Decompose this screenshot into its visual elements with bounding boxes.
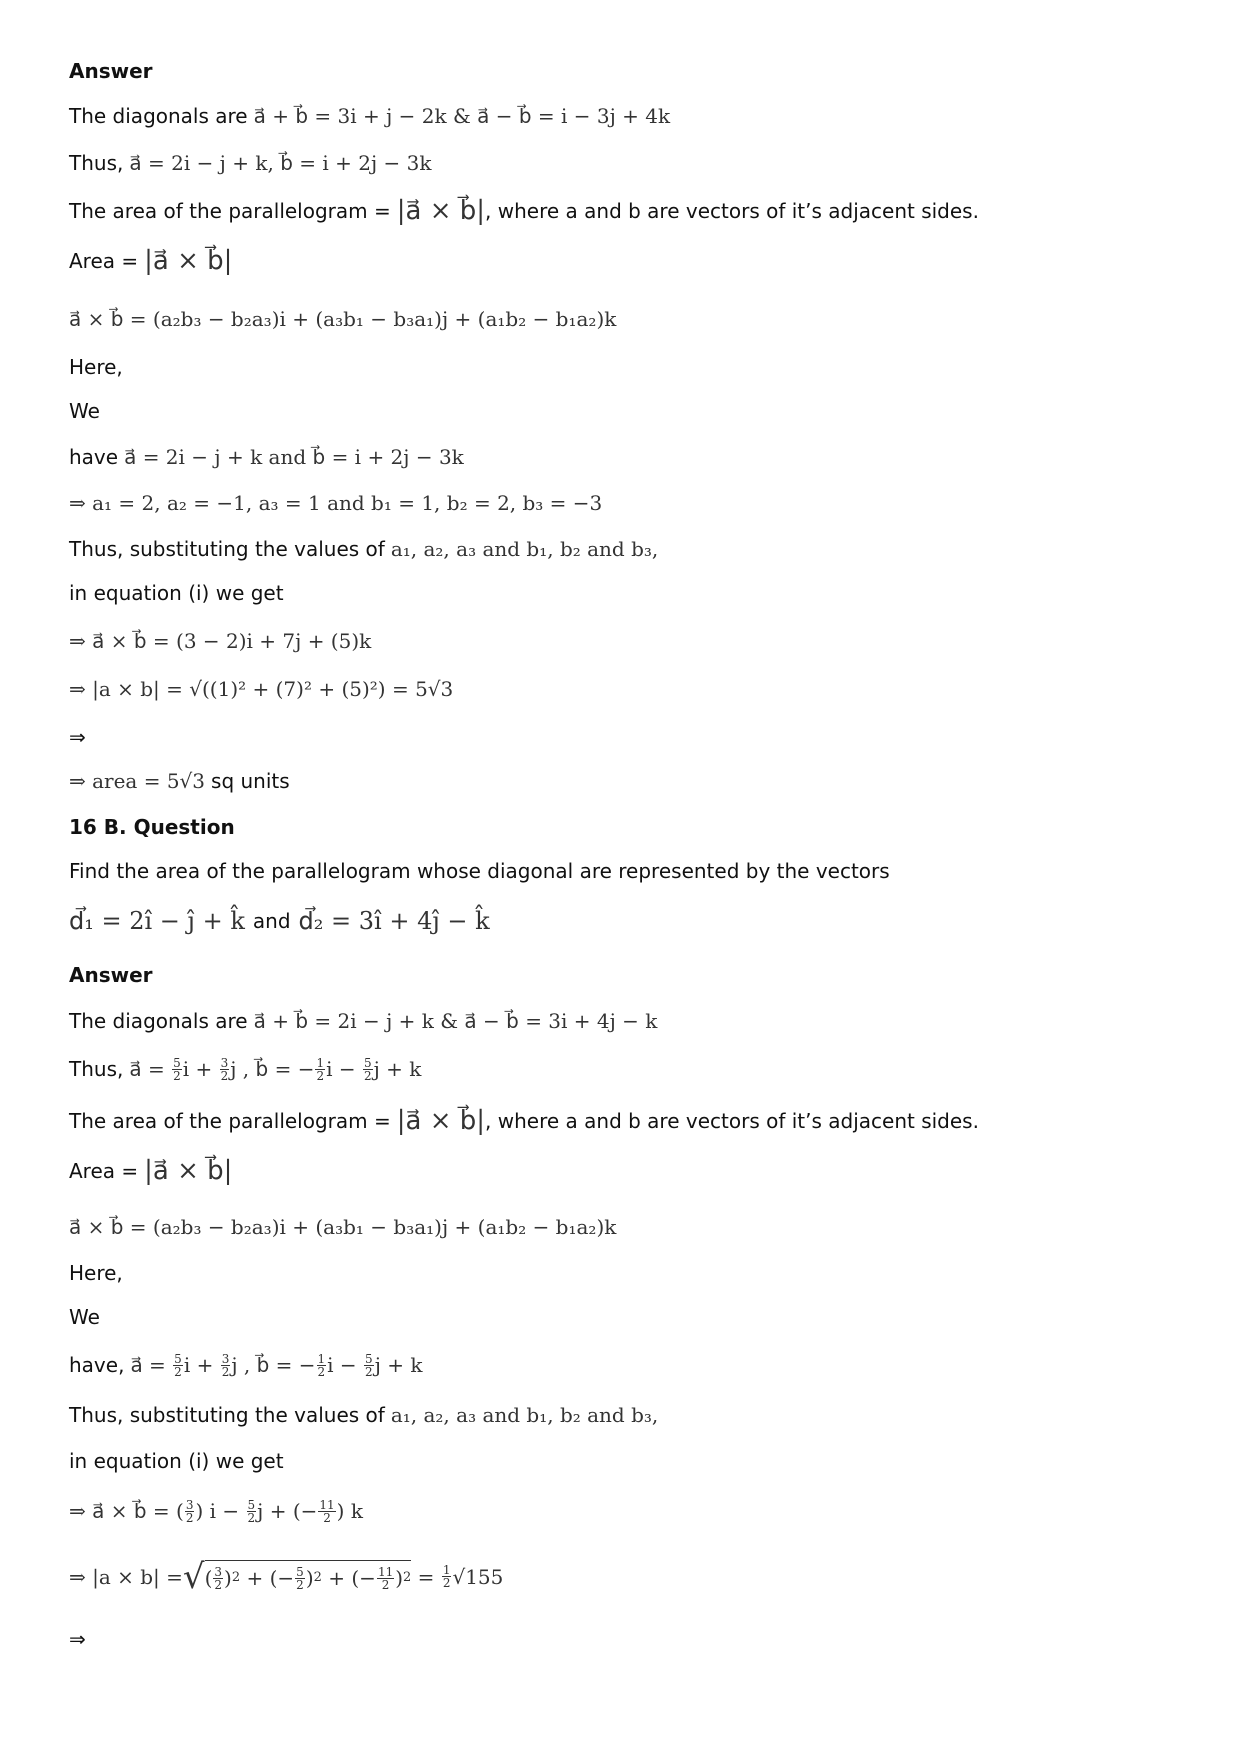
diagonals-line-1 xyxy=(69,101,670,131)
vectors-equation: a⃗ = $\frac{5}{2}$ i + $\frac{3}{2}$ j , b⃗ = − $\frac{1}{2}$ i − $\frac{5}{2}$ j + k xyxy=(129,1055,422,1083)
diagonals-equation: a⃗ + b⃗ = 2i − j + k & a⃗ − b⃗ = 3i + 4j − k xyxy=(253,1009,658,1033)
have-label: have, xyxy=(69,1353,125,1377)
thus-label: Thus, xyxy=(69,151,124,175)
cross-result: ⇒ a⃗ × b⃗ = (3 − 2)i + 7j + (5)k xyxy=(69,629,372,653)
question-and: and xyxy=(252,909,291,933)
substitute-line-2 xyxy=(69,1400,658,1430)
area-label: Area = xyxy=(69,1159,139,1183)
area-def-suffix: , where a and b are vectors of it’s adjacent sides. xyxy=(485,199,979,223)
answer-heading-2: Answer xyxy=(69,963,153,987)
area-label-math: |a⃗ × b⃗| xyxy=(144,246,233,276)
in-equation-1: in equation (i) we get xyxy=(69,581,284,605)
we-1: We xyxy=(69,399,100,423)
arrow-line-2: ⇒ xyxy=(69,1627,86,1651)
question-vectors xyxy=(69,906,490,936)
area-def-prefix: The area of the parallelogram = xyxy=(69,1109,391,1133)
area-result-1 xyxy=(69,766,290,796)
magnitude-equation: ⇒ |a × b| = √((1)² + (7)² + (5)²) = 5√3 xyxy=(69,677,454,701)
area-def-math: |a⃗ × b⃗| xyxy=(396,1106,486,1136)
substitute-line-1 xyxy=(69,534,658,564)
substitute-label: Thus, substituting the values of xyxy=(69,1403,385,1427)
cross-formula-2 xyxy=(69,1212,616,1242)
substitute-math: a₁, a₂, a₃ and b₁, b₂ and b₃, xyxy=(390,537,659,561)
diagonals-equation: a⃗ + b⃗ = 3i + j − 2k & a⃗ − b⃗ = i − 3j + 4k xyxy=(253,104,671,128)
area-label-line-1 xyxy=(69,246,232,276)
we-2: We xyxy=(69,1305,100,1329)
components-line-1 xyxy=(69,488,602,518)
cross-formula: a⃗ × b⃗ = (a₂b₃ − b₂a₃)i + (a₃b₁ − b₃a₁)j + (a₁b₂ − b₁a₂)k xyxy=(69,307,617,331)
magnitude-equation: ⇒ |a × b| = √ ( $\frac{3}{2}$ ) 2 + (− $\frac{5}{2}$ ) 2 + (− $\frac{11}{2}$ ) 2 = $\frac{1}{2}$ √155 xyxy=(69,1556,504,1597)
vectors-equation: a⃗ = 2i − j + k, b⃗ = i + 2j − 3k xyxy=(129,151,432,175)
answer-heading-1: Answer xyxy=(69,59,153,83)
here-2: Here, xyxy=(69,1261,123,1285)
have-line-1 xyxy=(69,442,464,472)
have-equation: a⃗ = 2i − j + k and b⃗ = i + 2j − 3k xyxy=(124,445,464,469)
magnitude-1 xyxy=(69,674,453,704)
area-def-math: |a⃗ × b⃗| xyxy=(396,196,486,226)
cross-formula-1 xyxy=(69,304,616,334)
components-equation: ⇒ a₁ = 2, a₂ = −1, a₃ = 1 and b₁ = 1, b₂ = 2, b₃ = −3 xyxy=(69,491,603,515)
arrow-line-1: ⇒ xyxy=(69,725,86,749)
area-def-suffix: , where a and b are vectors of it’s adjacent sides. xyxy=(485,1109,979,1133)
diagonal-d2: d⃗₂ = 3î + 4ĵ − k̂ xyxy=(298,907,490,935)
have-line-2 xyxy=(69,1350,422,1380)
here-1: Here, xyxy=(69,355,123,379)
cross-result-1 xyxy=(69,626,371,656)
thus-label: Thus, xyxy=(69,1057,124,1081)
area-definition-1 xyxy=(69,196,979,226)
area-label-math: |a⃗ × b⃗| xyxy=(144,1156,233,1186)
area-def-prefix: The area of the parallelogram = xyxy=(69,199,391,223)
area-result-math: ⇒ area = 5√3 xyxy=(69,769,206,793)
have-label: have xyxy=(69,445,119,469)
substitute-math: a₁, a₂, a₃ and b₁, b₂ and b₃, xyxy=(390,1403,659,1427)
area-result-unit: sq units xyxy=(211,769,290,793)
thus-line-1 xyxy=(69,148,431,178)
have-equation: a⃗ = $\frac{5}{2}$ i + $\frac{3}{2}$ j , b⃗ = − $\frac{1}{2}$ i − $\frac{5}{2}$ j + k xyxy=(130,1351,423,1379)
diagonals-line-2 xyxy=(69,1006,657,1036)
question-heading: 16 B. Question xyxy=(69,815,235,839)
question-text: Find the area of the parallelogram whose diagonal are represented by the vectors xyxy=(69,859,890,883)
area-definition-2 xyxy=(69,1106,979,1136)
cross-formula: a⃗ × b⃗ = (a₂b₃ − b₂a₃)i + (a₃b₁ − b₃a₁)j + (a₁b₂ − b₁a₂)k xyxy=(69,1215,617,1239)
in-equation-2: in equation (i) we get xyxy=(69,1449,284,1473)
area-label-line-2 xyxy=(69,1156,232,1186)
diagonals-label: The diagonals are xyxy=(69,1009,248,1033)
cross-result: ⇒ a⃗ × b⃗ = ( $\frac{3}{2}$ ) i − $\frac{5}{2}$ j + (− $\frac{11}{2}$ ) k xyxy=(69,1497,363,1525)
thus-line-2 xyxy=(69,1054,421,1084)
cross-result-2 xyxy=(69,1496,363,1526)
diagonals-label: The diagonals are xyxy=(69,104,248,128)
area-label: Area = xyxy=(69,249,139,273)
magnitude-2 xyxy=(69,1556,504,1597)
diagonal-d1: d⃗₁ = 2î − ĵ + k̂ xyxy=(69,907,245,935)
substitute-label: Thus, substituting the values of xyxy=(69,537,385,561)
